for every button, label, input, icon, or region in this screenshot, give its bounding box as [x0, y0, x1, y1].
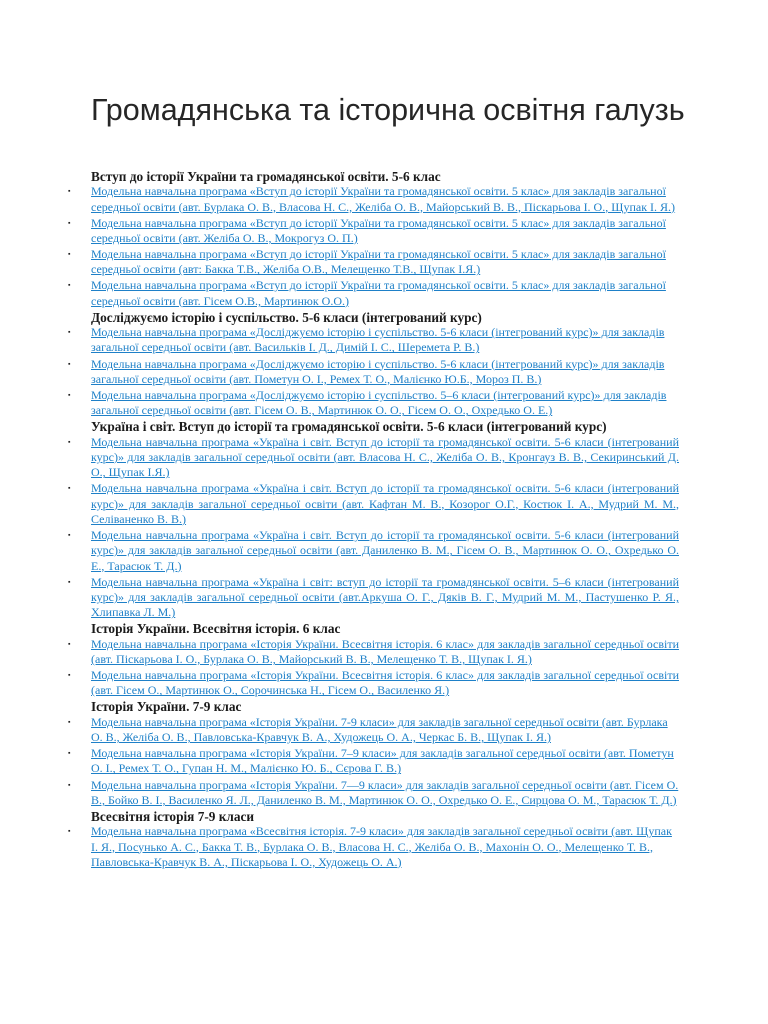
list-item	[68, 777, 679, 809]
list-item	[68, 714, 679, 746]
program-link[interactable]: Модельна навчальна програма «Україна і світ. Вступ до історії та громадянської освіти. 5-6 класи (інтегрований курс)» для закладів загальної середньої освіти (авт. Кафтан М. В., Козорог О.Г., Костюк І. А., Мудрий М. М., Селіваненко В. В.)	[91, 481, 679, 526]
square-bullet-icon: ▪	[68, 577, 71, 586]
square-bullet-icon: ▪	[68, 218, 71, 227]
square-bullet-icon: ▪	[68, 437, 71, 446]
program-link[interactable]: Модельна навчальна програма «Історія України. Всесвітня історія. 6 клас» для закладів загальної середньої освіти (авт. Піскарьова І. О., Бурлака О. В., Майорський В. В., Мелещенко Т. В., Щупак І. Я.)	[91, 636, 679, 666]
section-heading: Всесвітня історія 7-9 класи	[91, 808, 255, 824]
square-bullet-icon: ▪	[68, 328, 71, 337]
section-heading: Історія України. Всесвітня історія. 6 клас	[91, 621, 341, 637]
program-link[interactable]: Модельна навчальна програма «Досліджуємо історію і суспільство. 5-6 класи (інтегрований курс)» для закладів загальної середньої освіти (авт. Пометун О. І., Ремех Т. О., Малієнко Ю.Б., Мороз П. В.)	[91, 356, 665, 386]
section-heading: Україна і світ. Вступ до історії та громадянської освіти. 5-6 класи (інтегрований курс)	[91, 419, 607, 435]
program-link-list	[68, 824, 679, 870]
section-6	[68, 808, 679, 870]
program-link-list	[68, 636, 679, 699]
program-link[interactable]: Модельна навчальна програма «Історія України. 7–9 класи» для закладів загальної середньої освіти (авт. Пометун О. І., Ремех Т. О., Гупан Н. М., Малієнко Ю. Б., Сєрова Г. В.)	[91, 746, 674, 776]
program-link[interactable]: Модельна навчальна програма «Всесвітня історія. 7-9 класи» для закладів загальної середньої освіти (авт. Щупак І. Я., Посунько А. С., Бакка Т. В., Бурлака О. В., Власова Н. С., Желіба О. В., Махонін О. О., Мелещенко Т. В., Павловська-Кравчук В. А., Піскарьова І. О., Художець О. А.)	[91, 824, 672, 869]
square-bullet-icon: ▪	[68, 390, 71, 399]
square-bullet-icon: ▪	[68, 827, 71, 836]
square-bullet-icon: ▪	[68, 639, 71, 648]
list-item	[68, 184, 679, 215]
square-bullet-icon: ▪	[68, 281, 71, 290]
list-item	[68, 824, 679, 870]
square-bullet-icon: ▪	[68, 780, 71, 789]
list-item	[68, 528, 679, 574]
program-link[interactable]: Модельна навчальна програма «Досліджуємо історію і суспільство. 5–6 класи (інтегрований курс)» для закладів загальної середньої освіти (авт. Гісем О. В., Мартинюк О. О., Гісем О. О., Охредько О. Е.)	[91, 387, 667, 418]
section-2	[68, 309, 679, 419]
list-item	[68, 247, 679, 278]
section-heading: Історія України. 7-9 клас	[91, 699, 242, 715]
page-title: Громадянська та історична освітня галузь	[91, 93, 685, 127]
list-item	[68, 636, 679, 668]
square-bullet-icon: ▪	[68, 359, 71, 368]
list-item	[68, 278, 679, 309]
section-3	[68, 419, 679, 620]
program-link[interactable]: Модельна навчальна програма «Вступ до історії України та громадянської освіти. 5 клас» для закладів загальної середньої освіти (авт. Бурлака О. В., Власова Н. С., Желіба О. В., Майорський В. В., Піскарьова І. О., Щупак І. Я.)	[91, 184, 676, 214]
section-heading: Досліджуємо історію і суспільство. 5-6 класи (інтегрований курс)	[91, 309, 482, 325]
program-link-list	[68, 434, 679, 621]
list-item	[68, 574, 679, 621]
program-link[interactable]: Модельна навчальна програма «Історія України. 7-9 класи» для закладів загальної середньої освіти (авт. Бурлака О. В., Желіба О. В., Павловська-Кравчук В. А., Художець О. А., Черкас Б. В., Щупак І. Я.)	[91, 714, 668, 745]
program-link[interactable]: Модельна навчальна програма «Вступ до історії України та громадянської освіти. 5 клас» для закладів загальної середньої освіти (авт: Бакка Т.В., Желіба О.В., Мелещенко Т.В., Щупак І.Я.)	[91, 247, 666, 277]
program-list	[68, 169, 679, 871]
program-link[interactable]: Модельна навчальна програма «Україна і світ. Вступ до історії та громадянської освіти. 5-6 класи (інтегрований курс)» для закладів загальної середньої освіти (авт. Власова Н. С., Желіба О. В., Кронгауз В. В., Секиринський Д. О., Щупак І.Я.)	[91, 434, 679, 480]
square-bullet-icon: ▪	[68, 531, 71, 539]
list-item	[68, 325, 679, 356]
program-link-list	[68, 184, 679, 309]
list-item	[68, 215, 679, 247]
list-item	[68, 481, 679, 527]
section-4	[68, 621, 679, 698]
program-link-list	[68, 325, 679, 418]
square-bullet-icon: ▪	[68, 671, 71, 680]
list-item	[68, 746, 679, 777]
section-5	[68, 699, 679, 808]
square-bullet-icon: ▪	[68, 484, 71, 493]
section-1	[68, 169, 679, 309]
list-item	[68, 668, 679, 699]
program-link[interactable]: Модельна навчальна програма «Вступ до історії України та громадянської освіти. 5 клас» для закладів загальної середньої освіти (авт. Желіба О. В., Мокрогуз О. П.)	[91, 215, 666, 245]
program-link[interactable]: Модельна навчальна програма «Історія України. Всесвітня історія. 6 клас» для закладів загальної середньої освіти (авт. Гісем О., Мартинюк О., Сорочинська Н., Гісем О., Василенко Я.)	[91, 668, 679, 698]
square-bullet-icon: ▪	[68, 250, 71, 259]
square-bullet-icon: ▪	[68, 187, 71, 196]
program-link-list	[68, 714, 679, 808]
square-bullet-icon: ▪	[68, 717, 71, 726]
list-item	[68, 356, 679, 388]
list-item	[68, 434, 679, 481]
section-heading: Вступ до історії України та громадянської освіти. 5-6 клас	[91, 169, 441, 184]
program-link[interactable]: Модельна навчальна програма «Вступ до історії України та громадянської освіти. 5 клас» для закладів загальної середньої освіти (авт. Гісем О.В., Мартинюк О.О.)	[91, 278, 666, 308]
program-link[interactable]: Модельна навчальна програма «Україна і світ. Вступ до історії та громадянської освіти. 5-6 класи (інтегрований курс)» для закладів загальної середньої освіти (авт. Даниленко В. М., Гісем О. В., Мартинюк О. О., Охредько О. Е., Тарасюк Т. Д.)	[91, 528, 679, 573]
program-link[interactable]: Модельна навчальна програма «Історія України. 7—9 класи» для закладів загальної середньої освіти (авт. Гісем О. В., Бойко В. І., Василенко Я. Л., Даниленко В. М., Мартинюк О. О., Охредько О. Е., Сирцова О. М., Тарасюк Т. Д.)	[91, 777, 679, 807]
program-link[interactable]: Модельна навчальна програма «Досліджуємо історію і суспільство. 5-6 класи (інтегрований курс)» для закладів загальної середньої освіти (авт. Васильків І. Д., Димій І. С., Шеремета Р. В.)	[91, 325, 665, 355]
list-item	[68, 387, 679, 419]
square-bullet-icon: ▪	[68, 749, 71, 758]
program-link[interactable]: Модельна навчальна програма «Україна і світ: вступ до історії та громадянської освіти. 5–6 класи (інтегрований курс)» для закладів загальної середньої освіти (авт.Аркуша О. Г., Дяків В. Г., Мудрий М. М., Пастушенко Р. Я., Хлипавка Л. М.)	[91, 574, 679, 620]
